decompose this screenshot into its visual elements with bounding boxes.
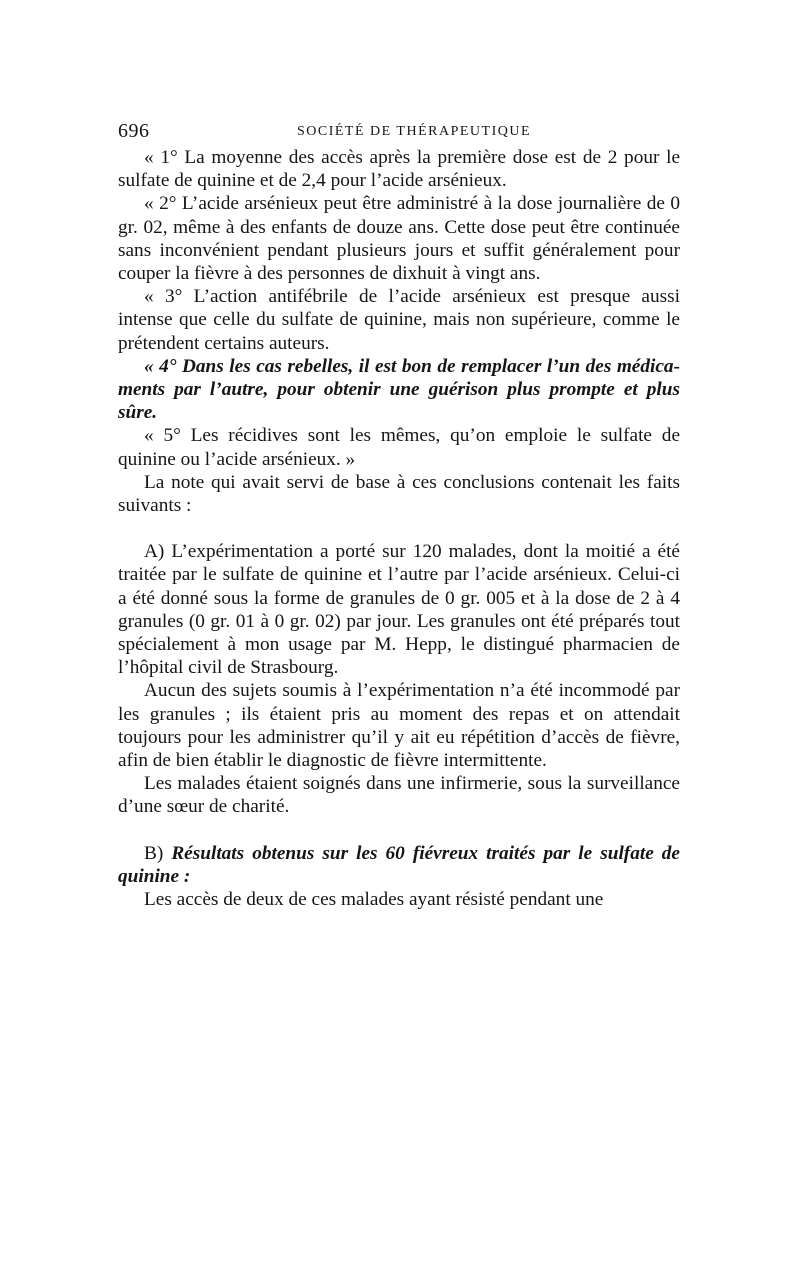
- conclusion-4: « 4° Dans les cas rebelles, il est bon de remplacer l’un des médicaments par l’autre, pour obtenir une guérison plus prompte et plus sûre.: [118, 355, 680, 424]
- section-b-label: B): [144, 842, 164, 864]
- section-b-title: Résultats obtenus sur les 60 fiévreux traités par le sulfate de quinine :: [118, 842, 680, 887]
- conclusion-5: « 5° Les récidives sont les mêmes, qu’on emploie le sulfate de quinine ou l’acide arsénieux. »: [118, 425, 680, 470]
- nursing-paragraph: Les malades étaient soignés dans une infirmerie, sous la surveillance d’une sœur de charité.: [118, 773, 680, 818]
- conclusion-3: « 3° L’action antifébrile de l’acide arsénieux est presque aussi intense que celle du sulfate de quinine, mais non supérieure, comme le prétendent certains auteurs.: [118, 286, 680, 354]
- page: [118, 112, 680, 911]
- page-number: 696: [118, 120, 150, 142]
- subjects-paragraph: Aucun des sujets soumis à l’expérimentation n’a été incommodé par les granules ; ils étaient pris au moment des repas et on attendait toujours pour les administrer qu’il y ait eu répétition d’accès de fièvre, afin de bien établir le diagnostic de fièvre intermittente.: [118, 680, 680, 772]
- body-text: [118, 146, 680, 911]
- intro-paragraph: La note qui avait servi de base à ces conclusions contenait les faits suivants :: [118, 471, 680, 517]
- section-b-heading: [118, 842, 680, 888]
- conclusion-2: « 2° L’acide arsénieux peut être administré à la dose journalière de 0 gr. 02, même à des enfants de douze ans. Cette dose peut être continuée sans inconvénient pendant plusieurs jours et suffit généralement pour couper la fièvre à des personnes de dixhuit à vingt ans.: [118, 193, 680, 285]
- results-paragraph: Les accès de deux de ces malades ayant résisté pendant une: [144, 889, 604, 911]
- running-head: [118, 112, 680, 146]
- running-title: SOCIÉTÉ DE THÉRAPEUTIQUE: [296, 124, 532, 139]
- section-a-paragraph: A) L’expérimentation a porté sur 120 malades, dont la moitié a été traitée par le sulfate de quinine et l’autre par l’acide arsénieux. Celui-ci a été donné sous la forme de granules de 0 gr. 005 et à la dose de 2 à 4 granules (0 gr. 01 à 0 gr. 02) par jour. Les granules ont été préparés tout spécialement à mon usage par M. Hepp, le distingué pharmacien de l’hôpital civil de Strasbourg.: [118, 541, 680, 679]
- conclusion-1: « 1° La moyenne des accès après la première dose est de 2 pour le sulfate de quinine et de 2,4 pour l’acide arsénieux.: [118, 147, 680, 192]
